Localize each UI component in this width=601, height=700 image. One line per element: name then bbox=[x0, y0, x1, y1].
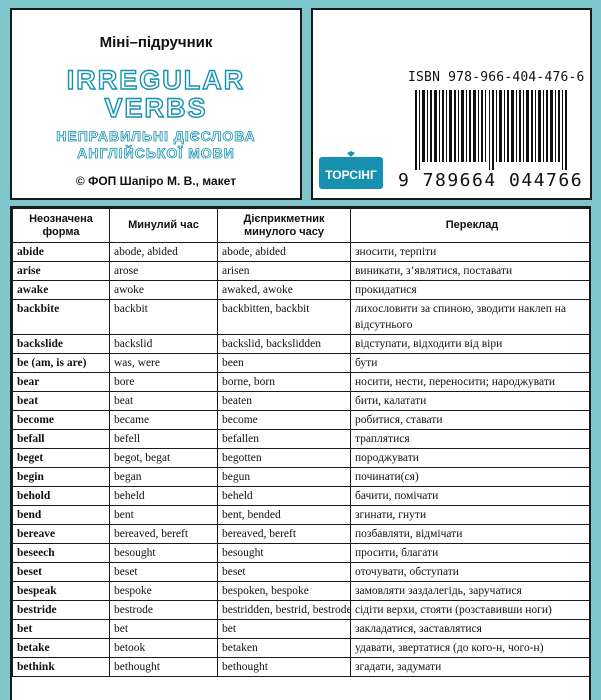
translation-cell: замовляти заздалегідь, заручатися bbox=[351, 582, 592, 601]
infinitive-cell: begin bbox=[13, 468, 110, 487]
past-simple-cell: besought bbox=[110, 544, 218, 563]
past-participle-cell: awaked, awoke bbox=[218, 281, 351, 300]
verb-table-body bbox=[13, 243, 592, 677]
translation-cell: сідіти верхи, стояти (розставивши ноги) bbox=[351, 601, 592, 620]
translation-cell: носити, нести, переносити; народжувати bbox=[351, 373, 592, 392]
past-participle-cell: become bbox=[218, 411, 351, 430]
past-simple-cell: betook bbox=[110, 639, 218, 658]
translation-cell: удавати, звертатися (до кого-н, чого-н) bbox=[351, 639, 592, 658]
translation-cell: робитися, ставати bbox=[351, 411, 592, 430]
infinitive-cell: bear bbox=[13, 373, 110, 392]
translation-cell: просити, благати bbox=[351, 544, 592, 563]
infinitive-cell: betake bbox=[13, 639, 110, 658]
past-simple-cell: awoke bbox=[110, 281, 218, 300]
table-row bbox=[13, 639, 592, 658]
past-simple-cell: bestrode bbox=[110, 601, 218, 620]
translation-cell: оточувати, обступати bbox=[351, 563, 592, 582]
table-row bbox=[13, 563, 592, 582]
infinitive-cell: arise bbox=[13, 262, 110, 281]
translation-cell: бити, калатати bbox=[351, 392, 592, 411]
table-row bbox=[13, 300, 592, 335]
translation-cell: бачити, помічати bbox=[351, 487, 592, 506]
barcode-card bbox=[311, 8, 592, 200]
table-row bbox=[13, 601, 592, 620]
translation-cell: закладатися, заставлятися bbox=[351, 620, 592, 639]
header-past-participle: Дієприкметник минулого часу bbox=[218, 209, 351, 243]
past-simple-cell: became bbox=[110, 411, 218, 430]
past-participle-cell: bestridden, bestrid, bestrode bbox=[218, 601, 351, 620]
past-participle-cell: backbitten, backbit bbox=[218, 300, 351, 335]
past-simple-cell: arose bbox=[110, 262, 218, 281]
table-row bbox=[13, 449, 592, 468]
infinitive-cell: backslide bbox=[13, 335, 110, 354]
table-row bbox=[13, 354, 592, 373]
infinitive-cell: bethink bbox=[13, 658, 110, 677]
translation-cell: траплятися bbox=[351, 430, 592, 449]
past-participle-cell: backslid, backslidden bbox=[218, 335, 351, 354]
title-line-1: IRREGULAR bbox=[66, 65, 246, 95]
ua-title-line-2: АНГЛІЙСЬКОЇ МОВИ bbox=[77, 145, 235, 161]
past-participle-cell: bethought bbox=[218, 658, 351, 677]
header-translation: Переклад bbox=[351, 209, 592, 243]
past-simple-cell: beat bbox=[110, 392, 218, 411]
table-row bbox=[13, 373, 592, 392]
title-line-2: VERBS bbox=[104, 93, 208, 123]
barcode-icon bbox=[415, 90, 585, 170]
infinitive-cell: become bbox=[13, 411, 110, 430]
table-row bbox=[13, 411, 592, 430]
past-participle-cell: beset bbox=[218, 563, 351, 582]
past-simple-cell: befell bbox=[110, 430, 218, 449]
infinitive-cell: awake bbox=[13, 281, 110, 300]
infinitive-cell: beget bbox=[13, 449, 110, 468]
past-participle-cell: betaken bbox=[218, 639, 351, 658]
table-row bbox=[13, 392, 592, 411]
past-simple-cell: bet bbox=[110, 620, 218, 639]
infinitive-cell: beseech bbox=[13, 544, 110, 563]
verb-table bbox=[12, 208, 591, 677]
past-participle-cell: beheld bbox=[218, 487, 351, 506]
infinitive-cell: bend bbox=[13, 506, 110, 525]
past-participle-cell: bet bbox=[218, 620, 351, 639]
infinitive-cell: abide bbox=[13, 243, 110, 262]
table-row bbox=[13, 525, 592, 544]
past-participle-cell: arisen bbox=[218, 262, 351, 281]
table-row bbox=[13, 582, 592, 601]
table-header-row bbox=[13, 209, 592, 243]
table-row bbox=[13, 243, 592, 262]
table-row bbox=[13, 620, 592, 639]
translation-cell: виникати, з’являтися, поставати bbox=[351, 262, 592, 281]
translation-cell: починати(ся) bbox=[351, 468, 592, 487]
past-simple-cell: bereaved, bereft bbox=[110, 525, 218, 544]
past-simple-cell: abode, abided bbox=[110, 243, 218, 262]
table-row bbox=[13, 468, 592, 487]
past-simple-cell: beheld bbox=[110, 487, 218, 506]
past-participle-cell: beaten bbox=[218, 392, 351, 411]
translation-cell: зносити, терпіти bbox=[351, 243, 592, 262]
infinitive-cell: bestride bbox=[13, 601, 110, 620]
header-infinitive: Неозначена форма bbox=[13, 209, 110, 243]
subtitle: Міні–підручник bbox=[99, 34, 213, 51]
infinitive-cell: backbite bbox=[13, 300, 110, 335]
translation-cell: згинати, гнути bbox=[351, 506, 592, 525]
past-participle-cell: befallen bbox=[218, 430, 351, 449]
past-participle-cell: bespoken, bespoke bbox=[218, 582, 351, 601]
past-participle-cell: besought bbox=[218, 544, 351, 563]
past-participle-cell: been bbox=[218, 354, 351, 373]
past-simple-cell: bethought bbox=[110, 658, 218, 677]
past-participle-cell: abode, abided bbox=[218, 243, 351, 262]
translation-cell: позбавляти, відмічати bbox=[351, 525, 592, 544]
infinitive-cell: bereave bbox=[13, 525, 110, 544]
translation-cell: бути bbox=[351, 354, 592, 373]
table-row bbox=[13, 506, 592, 525]
ua-title-line-1: НЕПРАВИЛЬНІ ДІЄСЛОВА bbox=[56, 128, 256, 144]
publisher-logo-icon bbox=[319, 151, 383, 195]
table-row bbox=[13, 262, 592, 281]
infinitive-cell: beat bbox=[13, 392, 110, 411]
isbn-label: ISBN 978-966-404-476-6 bbox=[408, 70, 585, 85]
past-simple-cell: began bbox=[110, 468, 218, 487]
table-row bbox=[13, 658, 592, 677]
table-row bbox=[13, 335, 592, 354]
translation-cell: відступати, відходити від віри bbox=[351, 335, 592, 354]
past-participle-cell: bereaved, bereft bbox=[218, 525, 351, 544]
past-simple-cell: bent bbox=[110, 506, 218, 525]
past-simple-cell: begot, begat bbox=[110, 449, 218, 468]
infinitive-cell: befall bbox=[13, 430, 110, 449]
past-simple-cell: bespoke bbox=[110, 582, 218, 601]
translation-cell: породжувати bbox=[351, 449, 592, 468]
table-row bbox=[13, 281, 592, 300]
infinitive-cell: bespeak bbox=[13, 582, 110, 601]
table-row bbox=[13, 430, 592, 449]
table-row bbox=[13, 487, 592, 506]
past-participle-cell: begotten bbox=[218, 449, 351, 468]
table-row bbox=[13, 544, 592, 563]
infinitive-cell: beset bbox=[13, 563, 110, 582]
past-simple-cell: backslid bbox=[110, 335, 218, 354]
infinitive-cell: behold bbox=[13, 487, 110, 506]
past-participle-cell: bent, bended bbox=[218, 506, 351, 525]
translation-cell: прокидатися bbox=[351, 281, 592, 300]
past-simple-cell: bore bbox=[110, 373, 218, 392]
infinitive-cell: be (am, is are) bbox=[13, 354, 110, 373]
ean-number: 9 789664 044766 bbox=[398, 170, 584, 191]
past-simple-cell: beset bbox=[110, 563, 218, 582]
infinitive-cell: bet bbox=[13, 620, 110, 639]
verb-table-container bbox=[10, 206, 591, 700]
past-simple-cell: backbit bbox=[110, 300, 218, 335]
translation-cell: лихословити за спиною, зводити наклеп на відсутнього bbox=[351, 300, 592, 335]
translation-cell: згадати, задумати bbox=[351, 658, 592, 677]
copyright: © ФОП Шапіро М. В., макет bbox=[75, 174, 237, 188]
header-past-simple: Минулий час bbox=[110, 209, 218, 243]
title-card bbox=[10, 8, 302, 200]
past-participle-cell: borne, born bbox=[218, 373, 351, 392]
svg-text:ТОРСІНГ: ТОРСІНГ bbox=[325, 168, 377, 182]
past-participle-cell: begun bbox=[218, 468, 351, 487]
past-simple-cell: was, were bbox=[110, 354, 218, 373]
